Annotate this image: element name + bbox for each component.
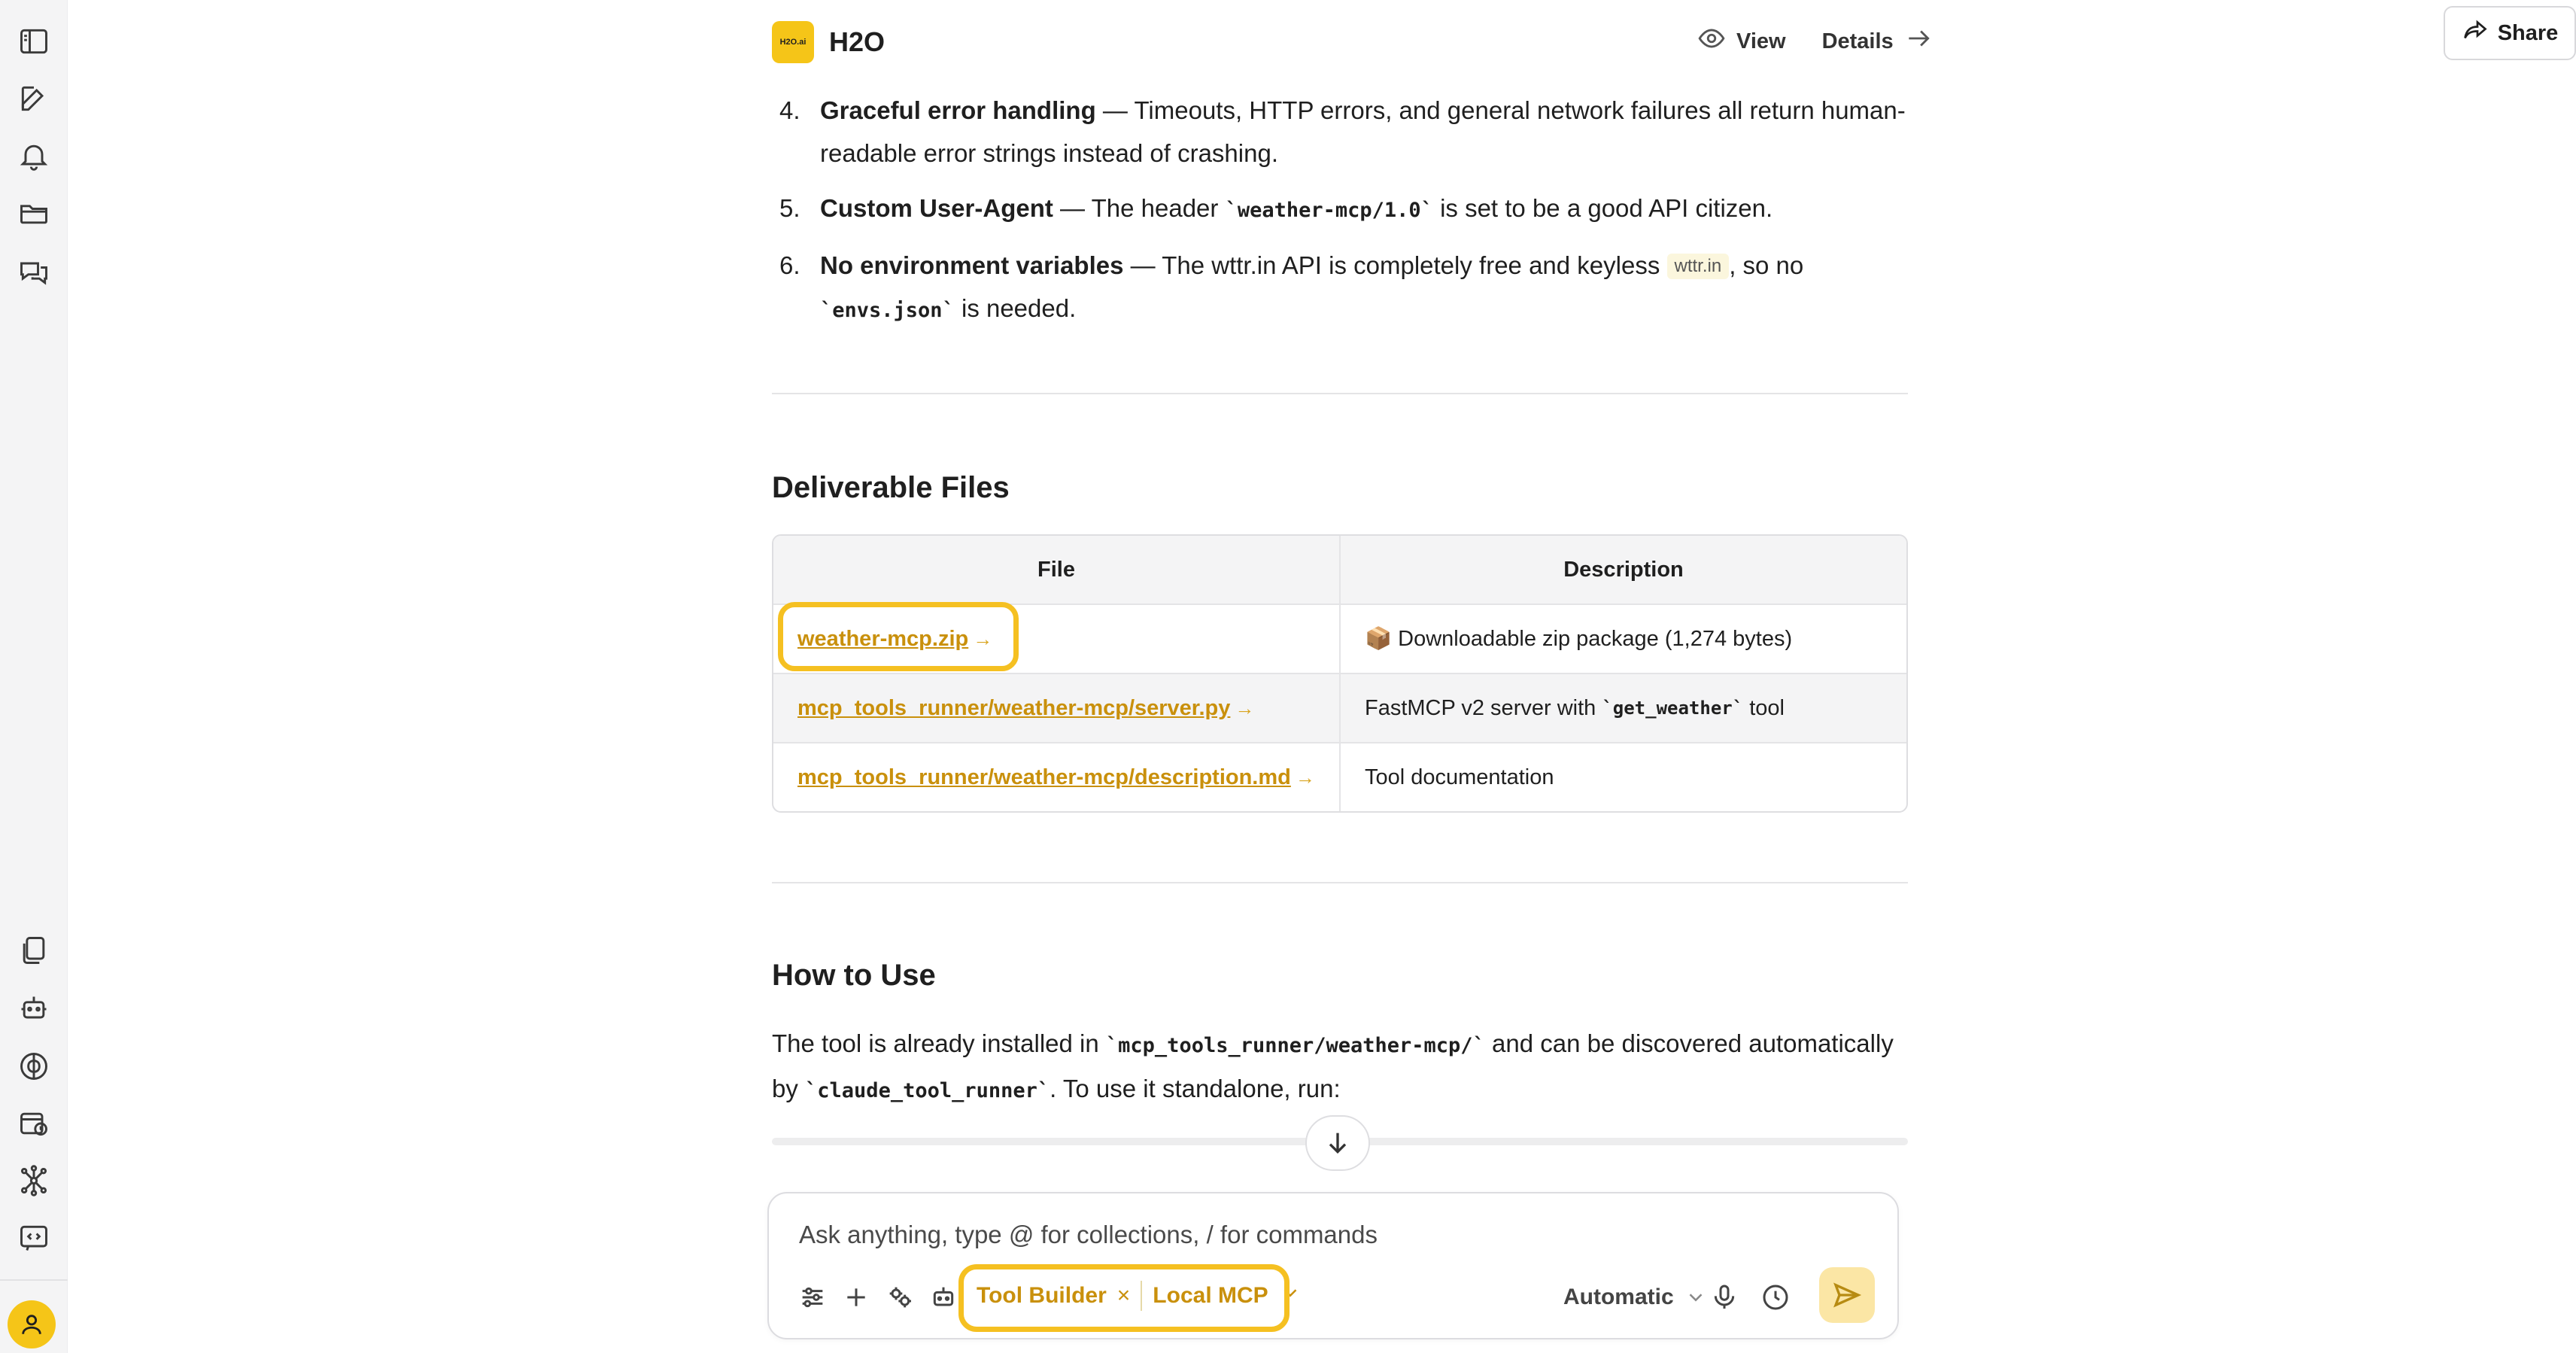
arrow-right-icon	[1904, 24, 1933, 59]
inline-code: `claude_tool_runner`	[805, 1079, 1050, 1102]
column-header-file: File	[773, 536, 1341, 604]
description-cell	[1341, 674, 1906, 742]
list-item-text: , so no	[1729, 251, 1804, 279]
file-link-description[interactable]: mcp_tools_runner/weather-mcp/description.md	[797, 765, 1291, 789]
link-arrow-icon: →	[1235, 696, 1255, 719]
send-icon	[1832, 1280, 1862, 1310]
inline-code: `envs.json`	[820, 299, 955, 322]
brain-icon[interactable]	[14, 1046, 54, 1087]
file-cell	[773, 743, 1341, 811]
list-item-title: Custom User-Agent	[820, 194, 1053, 222]
header-actions	[1697, 24, 1933, 59]
code-icon[interactable]	[14, 1218, 54, 1258]
list-item-text: is needed.	[954, 294, 1077, 322]
paragraph-text: and can be discovered automatically by	[772, 1029, 1894, 1102]
list-item-text: — The wttr.in API is completely free and keyless	[1123, 251, 1667, 279]
description-cell: 📦 Downloadable zip package (1,274 bytes)	[1365, 627, 1793, 651]
share-button[interactable]	[2444, 6, 2576, 60]
chat-composer	[767, 1192, 1899, 1339]
arrow-down-icon	[1323, 1128, 1353, 1158]
table-row	[773, 673, 1906, 742]
inline-code: `mcp_tools_runner/weather-mcp/`	[1105, 1034, 1485, 1057]
chat-input[interactable]	[799, 1221, 1777, 1249]
deliverables-heading: Deliverable Files	[772, 471, 1010, 504]
list-number: 6.	[779, 251, 800, 279]
model-selector[interactable]	[1563, 1276, 1707, 1318]
inline-code: `weather-mcp/1.0`	[1225, 199, 1433, 222]
file-link-server[interactable]: mcp_tools_runner/weather-mcp/server.py	[797, 695, 1231, 720]
model-label: Automatic	[1563, 1285, 1674, 1309]
remove-chip-icon[interactable]: ×	[1116, 1283, 1131, 1308]
list-item-title: Graceful error handling	[820, 96, 1096, 124]
send-button[interactable]	[1819, 1267, 1875, 1323]
divider	[772, 393, 1908, 394]
brand-name: H2O	[829, 26, 886, 57]
chevron-down-icon[interactable]	[1279, 1282, 1302, 1310]
folder-icon[interactable]	[14, 193, 54, 233]
view-button[interactable]: View	[1736, 29, 1786, 53]
list-item-text: is set to be a good API citizen.	[1432, 194, 1773, 222]
link-arrow-icon: →	[973, 627, 993, 650]
list-item-text: — Timeouts, HTTP errors, and general network failures all return human-readable error strings instead of crashing.	[820, 96, 1906, 167]
list-number: 4.	[779, 96, 800, 124]
column-header-description: Description	[1563, 557, 1684, 582]
paragraph-text: The tool is already installed in	[772, 1029, 1106, 1057]
sidebar-toggle-icon[interactable]	[14, 21, 54, 62]
settings-sliders-icon[interactable]	[791, 1276, 834, 1318]
list-item-title: No environment variables	[820, 251, 1124, 279]
documents-icon[interactable]	[14, 930, 54, 971]
history-clock-icon[interactable]	[1754, 1276, 1797, 1318]
list-item	[772, 187, 1908, 232]
list-item	[772, 89, 1908, 175]
left-sidebar	[0, 0, 68, 1353]
file-link-zip[interactable]: weather-mcp.zip	[797, 626, 969, 651]
details-button[interactable]: Details	[1821, 29, 1894, 53]
how-to-use-heading: How to Use	[772, 959, 936, 992]
deliverables-table	[772, 534, 1908, 813]
agent-mode-icon[interactable]	[922, 1276, 964, 1318]
new-chat-icon[interactable]	[14, 78, 54, 119]
chip-tool-builder[interactable]: Tool Builder	[977, 1283, 1107, 1308]
file-cell	[773, 674, 1341, 742]
description-cell: Tool documentation	[1365, 765, 1554, 789]
list-item-text: — The header	[1053, 194, 1226, 222]
list-number: 5.	[779, 194, 800, 222]
schedule-icon[interactable]	[14, 1103, 54, 1144]
divider	[772, 882, 1908, 883]
microphone-icon[interactable]	[1703, 1276, 1745, 1318]
link-arrow-icon: →	[1295, 765, 1315, 789]
table-header-row	[773, 536, 1906, 604]
tools-icon[interactable]	[879, 1276, 921, 1318]
message-content	[772, 89, 1908, 344]
paragraph-text: . To use it standalone, run:	[1050, 1075, 1341, 1102]
share-icon	[2462, 17, 2489, 50]
citation-pill[interactable]: wttr.in	[1667, 254, 1730, 279]
avatar[interactable]	[8, 1300, 56, 1348]
list-item	[772, 244, 1908, 332]
chip-separator	[1141, 1281, 1142, 1311]
add-icon[interactable]	[835, 1276, 877, 1318]
file-cell	[773, 605, 1341, 673]
description-text: FastMCP v2 server with	[1365, 695, 1596, 720]
description-text: tool	[1749, 695, 1785, 720]
eye-icon	[1697, 24, 1726, 59]
brand-logo: H2O.ai	[772, 21, 814, 63]
sidebar-divider	[0, 1279, 68, 1281]
table-row	[773, 604, 1906, 673]
brand	[772, 21, 885, 63]
chip-local-mcp[interactable]: Local MCP	[1153, 1283, 1268, 1308]
chats-icon[interactable]	[14, 251, 54, 292]
selected-tools-chips	[963, 1269, 1315, 1323]
agent-icon[interactable]	[14, 989, 54, 1029]
table-row	[773, 742, 1906, 811]
share-label: Share	[2497, 20, 2559, 45]
workflow-icon[interactable]	[14, 1160, 54, 1201]
how-to-paragraph	[772, 1022, 1908, 1112]
notifications-icon[interactable]	[14, 135, 54, 176]
inline-code: `get_weather`	[1602, 698, 1744, 719]
scroll-to-bottom-button[interactable]	[1305, 1115, 1370, 1171]
